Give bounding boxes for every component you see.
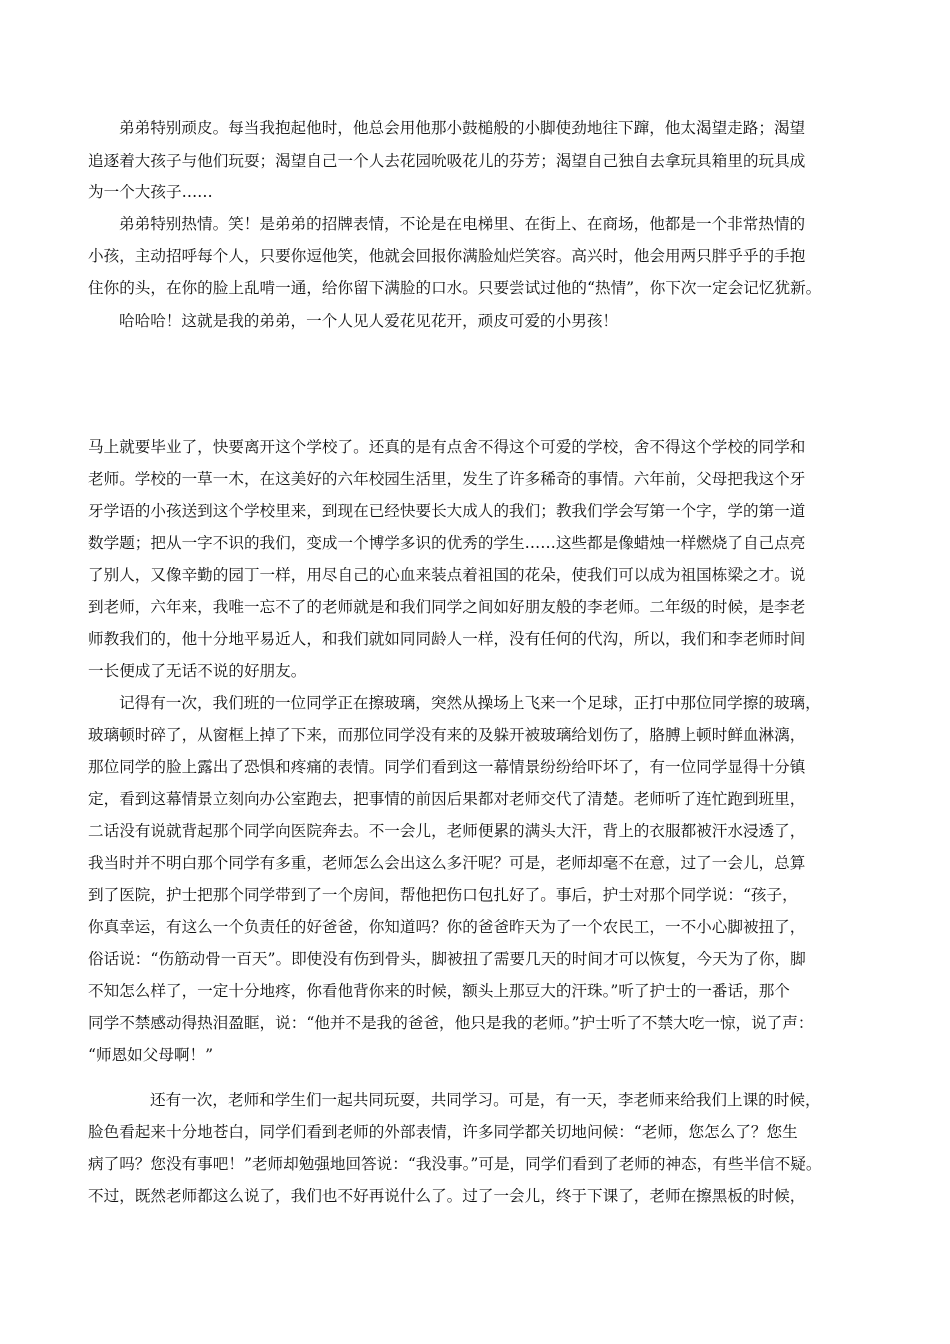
paragraph-line: 了别人，又像辛勤的园丁一样，用尽自己的心血来装点着祖国的花朵，使我们可以成为祖国栋梁之才。说 bbox=[88, 566, 806, 584]
paragraph-line: 马上就要毕业了，快要离开这个学校了。还真的是有点舍不得这个可爱的学校，舍不得这个学校的同学和 bbox=[88, 438, 806, 456]
paragraph-line: 牙学语的小孩送到这个学校里来，到现在已经快要长大成人的我们；教我们学会写第一个字，学的第一道 bbox=[88, 502, 806, 520]
paragraph-line: 病了吗？您没有事吧！”老师却勉强地回答说：“我没事。”可是，同学们看到了老师的神态，有些半信不疑。 bbox=[88, 1155, 822, 1173]
paragraph-line: 玻璃顿时碎了，从窗框上掉了下来，而那位同学没有来的及躲开被玻璃给划伤了，胳膊上顿时鲜血淋漓， bbox=[88, 726, 806, 744]
paragraph-line: 俗话说：“伤筋动骨一百天”。即使没有伤到骨头，脚被扭了需要几天的时间才可以恢复，今天为了你，脚 bbox=[88, 950, 806, 968]
paragraph-line: 为一个大孩子…… bbox=[88, 183, 213, 201]
paragraph-line: 数学题；把从一字不识的我们，变成一个博学多识的优秀的学生……这些都是像蜡烛一样燃烧了自己点亮 bbox=[88, 534, 806, 552]
paragraph-line: 脸色看起来十分地苍白，同学们看到老师的外部表情，许多同学都关切地问候：“老师，您怎么了？您生 bbox=[88, 1123, 798, 1141]
paragraph-line: 到了医院，护士把那个同学带到了一个房间，帮他把伤口包扎好了。事后，护士对那个同学说：“孩子， bbox=[88, 886, 798, 904]
paragraph-line: 师教我们的，他十分地平易近人，和我们就如同同龄人一样，没有任何的代沟，所以，我们和李老师时间 bbox=[88, 630, 806, 648]
paragraph-line: 弟弟特别顽皮。每当我抱起他时，他总会用他那小鼓槌般的小脚使劲地往下蹿，他太渴望走路；渴望 bbox=[119, 119, 806, 137]
paragraph-line: 定，看到这幕情景立刻向办公室跑去，把事情的前因后果都对老师交代了清楚。老师听了连忙跑到班里， bbox=[88, 790, 806, 808]
paragraph-line: 小孩，主动招呼每个人，只要你逗他笑，他就会回报你满脸灿烂笑容。高兴时，他会用两只胖乎乎的手抱 bbox=[88, 247, 806, 265]
paragraph-line: 我当时并不明白那个同学有多重，老师怎么会出这么多汗呢？可是，老师却毫不在意，过了一会儿，总算 bbox=[88, 854, 806, 872]
paragraph-line: 二话没有说就背起那个同学向医院奔去。不一会儿，老师便累的满头大汗，背上的衣服都被汗水浸透了， bbox=[88, 822, 806, 840]
paragraph-line: 不知怎么样了，一定十分地疼，你看他背你来的时候，额头上那豆大的汗珠。”听了护士的一番话，那个 bbox=[88, 982, 790, 1000]
paragraph-line: 哈哈哈！这就是我的弟弟，一个人见人爱花见花开，顽皮可爱的小男孩！ bbox=[119, 312, 619, 330]
paragraph-line: 弟弟特别热情。笑！是弟弟的招牌表情，不论是在电梯里、在街上、在商场，他都是一个非常热情的 bbox=[119, 215, 806, 233]
paragraph-line: 一长便成了无话不说的好朋友。 bbox=[88, 662, 307, 680]
paragraph-line: 那位同学的脸上露出了恐惧和疼痛的表情。同学们看到这一幕情景纷纷给吓坏了，有一位同学显得十分镇 bbox=[88, 758, 806, 776]
paragraph-line: 老师。学校的一草一木，在这美好的六年校园生活里，发生了许多稀奇的事情。六年前，父母把我这个牙 bbox=[88, 470, 806, 488]
paragraph-line: 记得有一次，我们班的一位同学正在擦玻璃，突然从操场上飞来一个足球，正打中那位同学擦的玻璃， bbox=[119, 694, 821, 712]
paragraph-line: 住你的头，在你的脸上乱啃一通，给你留下满脸的口水。只要尝试过他的“热情”，你下次一定会记忆犹新。 bbox=[88, 279, 822, 297]
paragraph-line: 同学不禁感动得热泪盈眶，说：“他并不是我的爸爸，他只是我的老师。”护士听了不禁大吃一惊，说了声： bbox=[88, 1014, 814, 1032]
paragraph-line: 还有一次，老师和学生们一起共同玩耍，共同学习。可是，有一天，李老师来给我们上课的时候， bbox=[150, 1091, 821, 1109]
paragraph-line: 你真幸运，有这么一个负责任的好爸爸，你知道吗？你的爸爸昨天为了一个农民工，一不小心脚被扭了， bbox=[88, 918, 806, 936]
paragraph-line: 到老师，六年来，我唯一忘不了的老师就是和我们同学之间如好朋友般的李老师。二年级的时候，是李老 bbox=[88, 598, 806, 616]
paragraph-line: “师恩如父母啊！” bbox=[88, 1046, 214, 1064]
paragraph-line: 不过，既然老师都这么说了，我们也不好再说什么了。过了一会儿，终于下课了，老师在擦黑板的时候， bbox=[88, 1187, 806, 1205]
paragraph-line: 追逐着大孩子与他们玩耍；渴望自己一个人去花园吮吸花儿的芬芳；渴望自己独自去拿玩具箱里的玩具成 bbox=[88, 152, 806, 170]
